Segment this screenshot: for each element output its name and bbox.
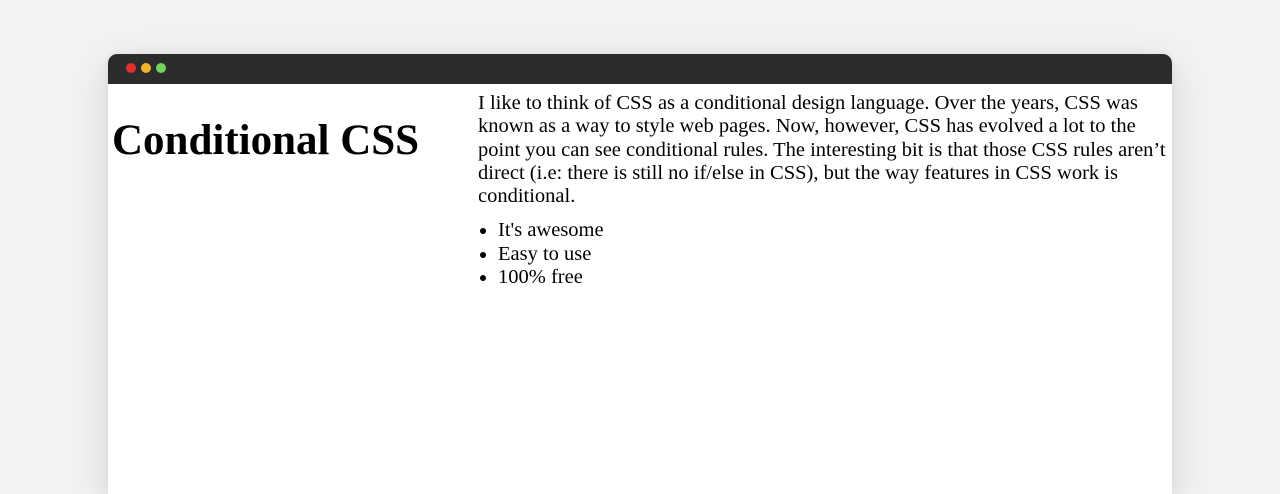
close-window-button[interactable] — [126, 63, 136, 73]
page-content — [108, 84, 1172, 494]
maximize-window-button[interactable] — [156, 63, 166, 73]
list-item: • 100% free — [498, 266, 1168, 289]
article-body — [478, 92, 1168, 289]
page-title: Conditional CSS — [112, 117, 420, 164]
window-titlebar — [108, 54, 1172, 84]
list-item: • It's awesome — [498, 219, 1168, 242]
intro-paragraph: I like to think of CSS as a conditional design language. Over the years, CSS was known as a way to style web pages. Now, however, CSS has evolved a lot to the point you can see conditional rules. The interesting bit is that those CSS rules aren’t direct (i.e: there is still no if/else in CSS), but the way features in CSS work is conditional. — [478, 92, 1166, 208]
browser-window — [108, 54, 1172, 494]
minimize-window-button[interactable] — [141, 63, 151, 73]
feature-list — [478, 219, 1168, 289]
list-item: • Easy to use — [498, 243, 1168, 266]
